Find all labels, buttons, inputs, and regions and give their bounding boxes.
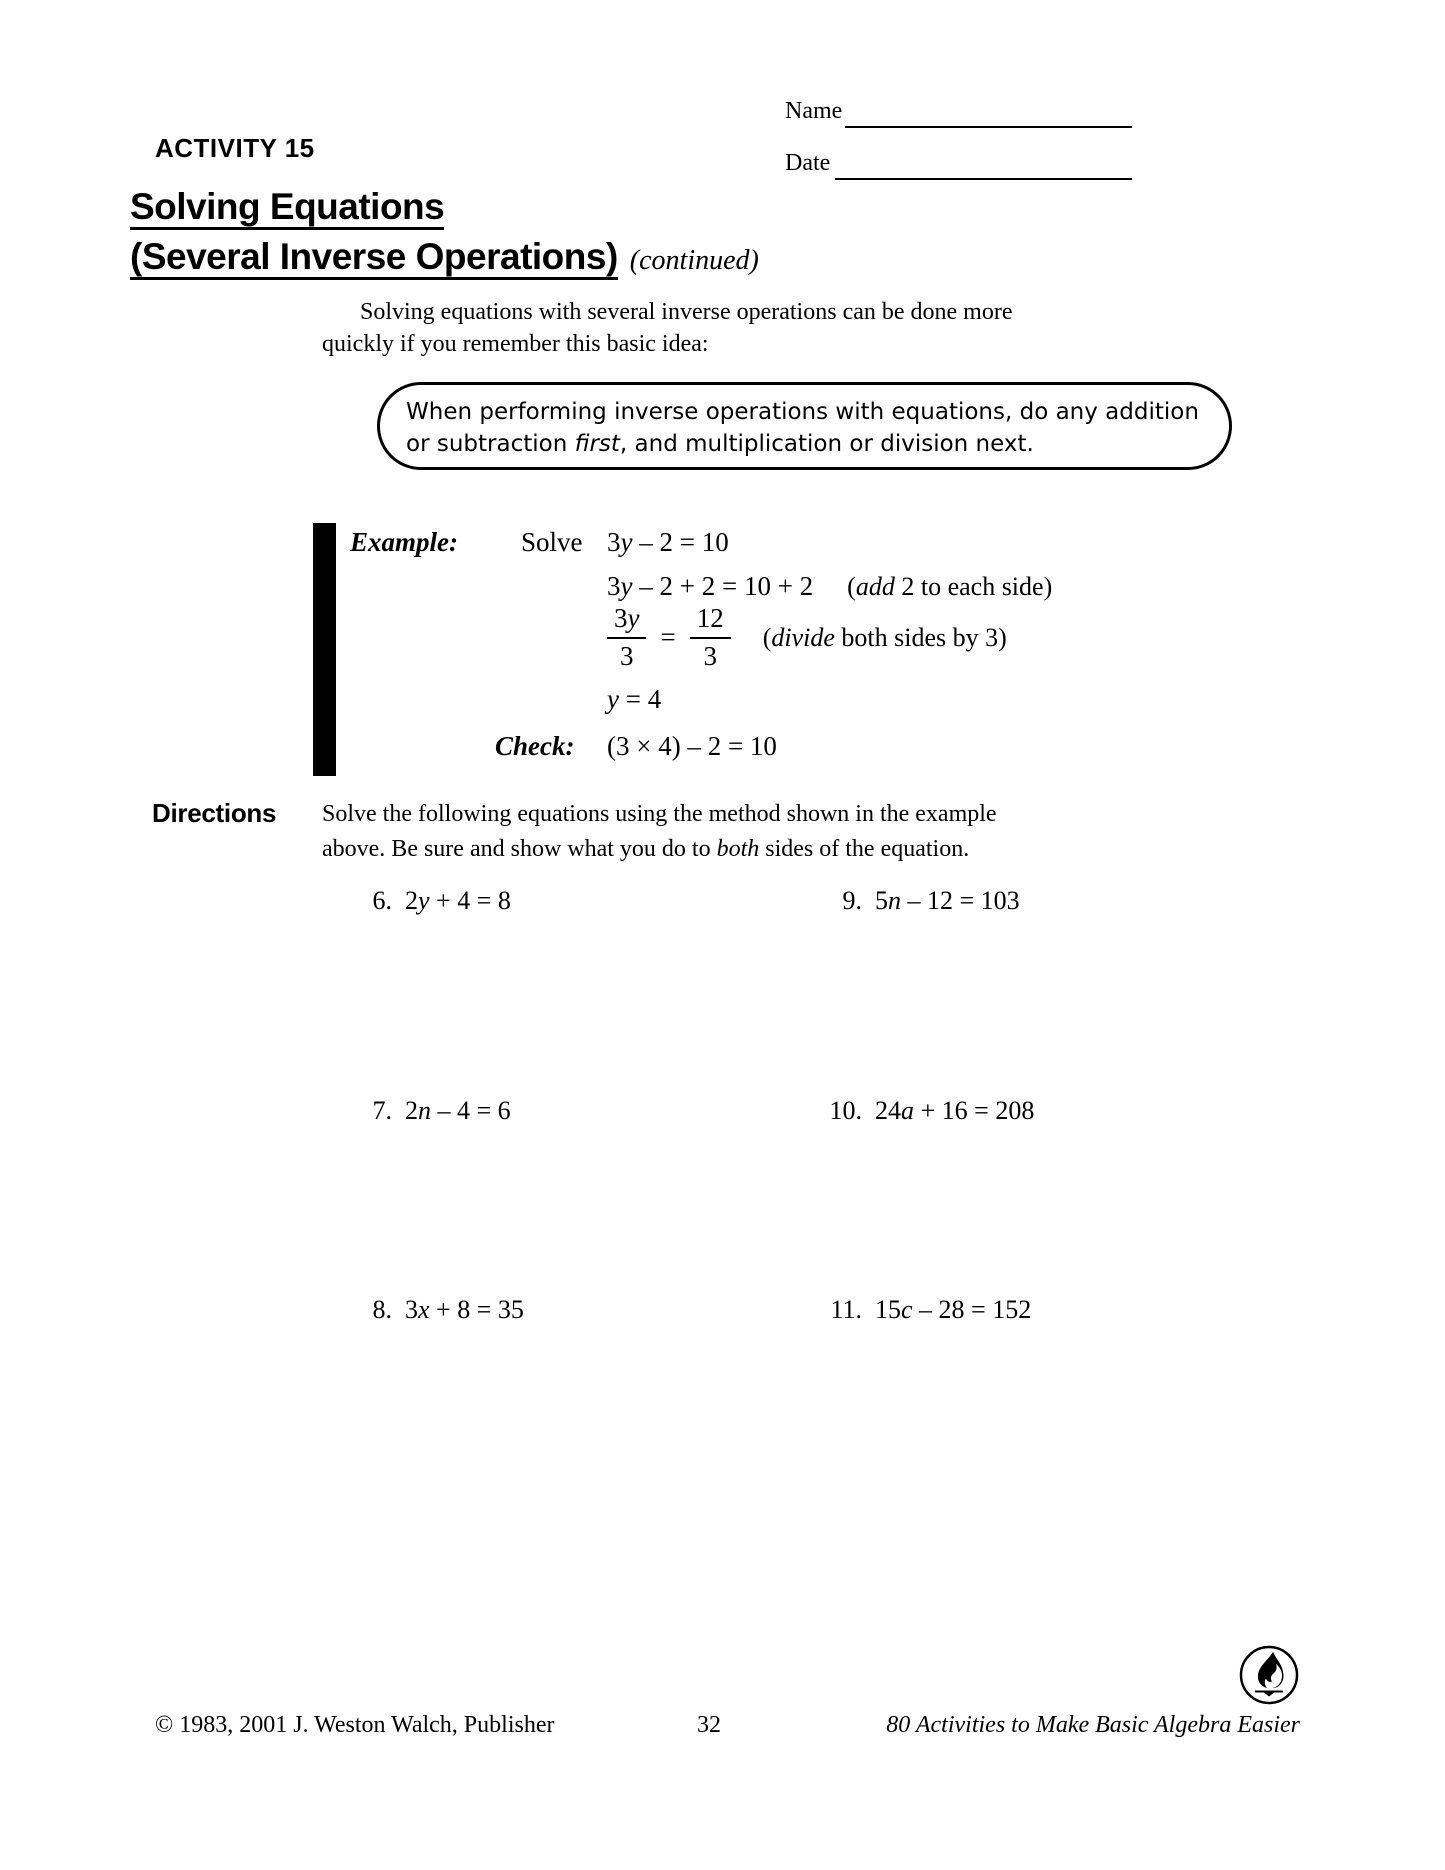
fraction-right	[690, 604, 731, 671]
problem-item-6	[348, 886, 511, 916]
idea-box-line1: When performing inverse operations with equations, do any addition	[406, 399, 1199, 425]
idea-box-line2-post: , and multiplication or division next.	[619, 431, 1034, 457]
title-line1-text: Solving Equations	[130, 188, 444, 230]
flame-icon	[1238, 1644, 1300, 1706]
problem-number: 6.	[372, 886, 392, 915]
directions-line2-pre: above. Be sure and show what you do to	[322, 836, 717, 862]
directions-line2	[322, 832, 1192, 867]
page-title-line1	[130, 188, 444, 230]
problem-equation: 2y + 4 = 8	[405, 886, 511, 915]
title-line2-text: (Several Inverse Operations)	[130, 238, 618, 280]
problem-item-11	[818, 1295, 1031, 1325]
footer-book-title: 80 Activities to Make Basic Algebra Easier	[886, 1712, 1300, 1738]
idea-box-line2	[406, 428, 1215, 460]
directions-text	[322, 797, 1192, 867]
footer-page-number: 32	[697, 1712, 721, 1738]
idea-box-line2-pre: or subtraction	[406, 431, 575, 457]
fraction-equals: =	[660, 622, 676, 653]
problem-item-7	[348, 1096, 511, 1126]
problem-number: 10.	[829, 1096, 862, 1125]
step2-note-pre: (	[847, 571, 856, 601]
idea-box	[377, 382, 1232, 470]
fraction-right-denominator: 3	[703, 640, 717, 671]
problem-item-9	[818, 886, 1020, 916]
problem-number: 9.	[842, 886, 862, 915]
example-step4-equation: y = 4	[607, 684, 662, 714]
step2-note-em: add	[855, 571, 895, 601]
check-equation: (3 × 4) – 2 = 10	[607, 731, 777, 761]
fraction-left	[607, 604, 646, 671]
example-step3-row	[607, 604, 1007, 671]
directions-line1: Solve the following equations using the method shown in the example	[322, 801, 997, 827]
example-step1-equation: 3y – 2 = 10	[607, 527, 729, 557]
directions-line2-post: sides of the equation.	[759, 836, 970, 862]
footer-copyright: © 1983, 2001 J. Weston Walch, Publisher	[155, 1712, 555, 1738]
example-step2-note	[847, 572, 1052, 602]
intro-line1: Solving equations with several inverse operations can be done more	[360, 299, 1013, 325]
publisher-logo	[1238, 1644, 1300, 1706]
page-title-line2	[130, 238, 759, 280]
problem-item-8	[348, 1295, 524, 1325]
step2-note-post: 2 to each side)	[894, 571, 1053, 601]
name-blank-line	[845, 100, 1132, 128]
solve-label: Solve	[521, 527, 583, 557]
fraction-right-numerator: 12	[690, 604, 731, 639]
title-continued: (continued)	[629, 245, 759, 276]
date-label: Date	[785, 150, 831, 176]
directions-line2-em: both	[716, 836, 760, 862]
intro-line2: quickly if you remember this basic idea:	[322, 331, 709, 357]
fraction-left-numerator: 3y	[607, 604, 646, 639]
problem-equation: 3x + 8 = 35	[405, 1295, 524, 1324]
step3-note-em: divide	[771, 622, 835, 652]
example-step2-row	[607, 571, 1052, 602]
step3-note-post: both sides by 3)	[834, 622, 1007, 652]
problem-number: 8.	[372, 1295, 392, 1324]
problem-equation: 24a + 16 = 208	[875, 1096, 1035, 1125]
example-label: Example:	[350, 527, 458, 557]
intro-paragraph	[322, 296, 1182, 360]
problem-equation: 2n – 4 = 6	[405, 1096, 511, 1125]
example-step2-equation: 3y – 2 + 2 = 10 + 2	[607, 571, 814, 601]
idea-box-line2-em: first	[574, 431, 620, 457]
activity-label: ACTIVITY 15	[155, 133, 315, 163]
problem-equation: 5n – 12 = 103	[875, 886, 1020, 915]
problem-number: 7.	[372, 1096, 392, 1125]
problem-number: 11.	[830, 1295, 862, 1324]
date-blank-line	[835, 152, 1132, 180]
example-step3-note	[763, 623, 1007, 653]
directions-label: Directions	[152, 798, 277, 828]
name-label: Name	[785, 98, 843, 124]
fraction-left-denominator: 3	[619, 640, 634, 671]
problem-item-10	[818, 1096, 1034, 1126]
check-label: Check:	[495, 731, 575, 761]
example-side-bar	[313, 523, 336, 776]
problem-equation: 15c – 28 = 152	[875, 1295, 1032, 1324]
step3-note-pre: (	[762, 622, 772, 652]
